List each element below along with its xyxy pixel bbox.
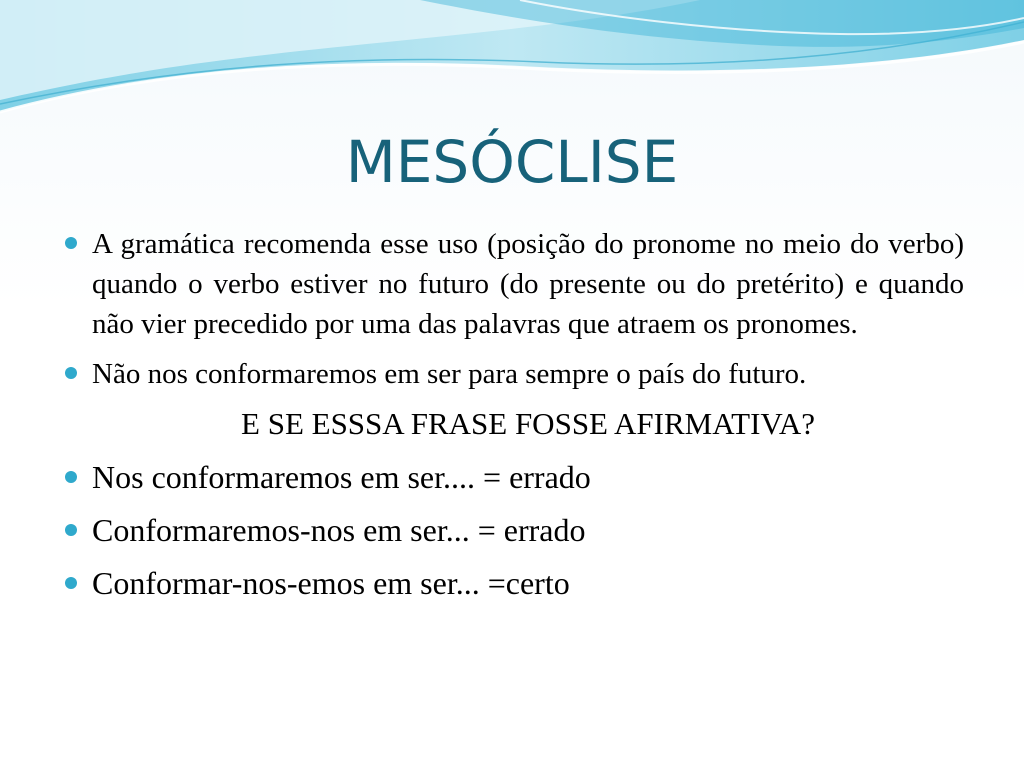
bullet-dot-icon <box>65 577 77 589</box>
example-text: Conformar-nos-emos em ser... =certo <box>92 565 570 601</box>
bullet-text: Não nos conformaremos em ser para sempre o país do futuro. <box>92 358 807 390</box>
slide-body <box>62 224 964 603</box>
bullet-dot-icon <box>65 367 77 379</box>
question-line: E SE ESSSA FRASE FOSSE AFIRMATIVA? <box>241 406 815 441</box>
example-item <box>62 510 964 550</box>
example-text: Conformaremos-nos em ser... = errado <box>92 512 586 548</box>
slide-title: MESÓCLISE <box>345 128 679 196</box>
bullet-item <box>62 354 964 394</box>
bullet-dot-icon <box>65 524 77 536</box>
decorative-wave-header <box>0 0 1024 130</box>
example-text: Nos conformaremos em ser.... = errado <box>92 459 591 495</box>
bullet-text: A gramática recomenda esse uso (posição do pronome no meio do verbo) quando o verbo estiver no futuro (do presente ou do pretérito) e quando não vier precedido por uma das palavras que atraem os pronomes. <box>92 228 964 340</box>
example-item <box>62 563 964 603</box>
example-item <box>62 457 964 497</box>
bullet-item <box>62 224 964 344</box>
bullet-dot-icon <box>65 237 77 249</box>
bullet-dot-icon <box>65 471 77 483</box>
